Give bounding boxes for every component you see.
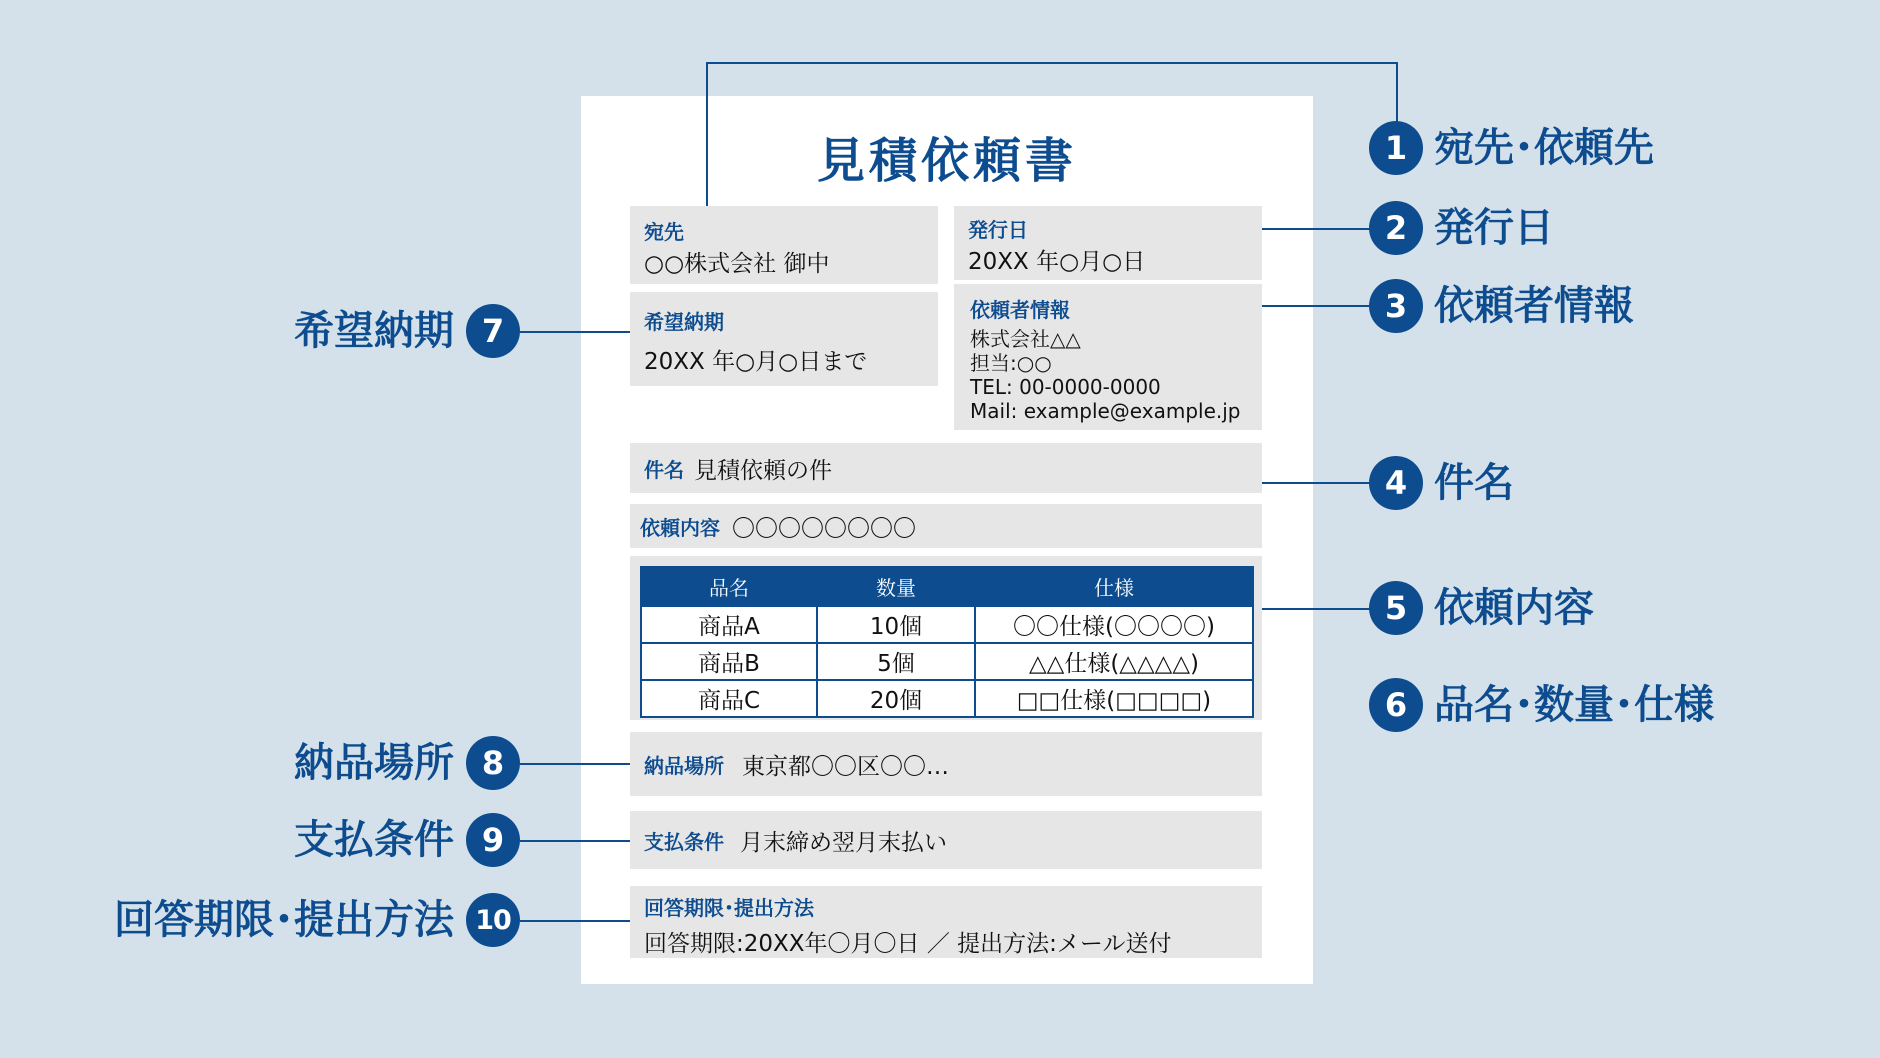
requester-label: 依頼者情報	[970, 298, 1070, 322]
issue-date-label: 発行日	[968, 218, 1028, 242]
issue-date-field	[954, 206, 1262, 280]
cell-specification: △△仕様(△△△△)	[975, 643, 1253, 680]
callout-badge-10: 10	[466, 893, 520, 947]
subject-label: 件名	[644, 457, 684, 482]
callout-label-4: 件名	[1434, 460, 1514, 506]
requester-field	[954, 284, 1262, 430]
delivery-place-field	[630, 732, 1262, 796]
callout-label-9: 支払条件	[294, 817, 454, 863]
recipient-field	[630, 206, 938, 284]
connector-line-9	[520, 840, 630, 842]
callout-label-6: 品名･数量･仕様	[1434, 682, 1714, 728]
payment-terms-field	[630, 811, 1262, 869]
callout-label-7: 希望納期	[294, 308, 454, 354]
callout-label-1: 宛先･依頼先	[1434, 125, 1654, 171]
callout-badge-6: 6	[1369, 678, 1423, 732]
connector-line-1	[706, 62, 1398, 64]
callout-label-10: 回答期限･提出方法	[114, 897, 454, 943]
subject-value: 見積依頼の件	[694, 457, 832, 484]
header-quantity: 数量	[817, 567, 975, 606]
payment-terms-label: 支払条件	[644, 829, 724, 854]
callout-badge-7: 7	[466, 304, 520, 358]
deadline-value: 回答期限:20XX年〇月〇日 ／ 提出方法:メール送付	[644, 931, 1172, 957]
callout-badge-9: 9	[466, 813, 520, 867]
callout-label-2: 発行日	[1434, 205, 1554, 251]
table-row	[641, 606, 1253, 643]
payment-terms-value: 月末締め翌月末払い	[740, 829, 947, 856]
cell-product-name: 商品C	[641, 680, 817, 717]
items-table-field	[630, 556, 1262, 720]
table-header-row	[641, 567, 1253, 606]
delivery-place-value: 東京都〇〇区〇〇…	[742, 753, 949, 780]
connector-line-1	[706, 62, 708, 206]
connector-line-7	[520, 331, 630, 333]
issue-date-value: 20XX 年○月○日	[968, 249, 1146, 275]
desired-delivery-label: 希望納期	[644, 310, 724, 334]
callout-badge-2: 2	[1369, 201, 1423, 255]
recipient-value: ○○株式会社 御中	[644, 251, 830, 277]
cell-quantity: 5個	[817, 643, 975, 680]
items-table	[640, 566, 1254, 718]
cell-specification: □□仕様(□□□□)	[975, 680, 1253, 717]
subject-field	[630, 443, 1262, 493]
deadline-label: 回答期限･提出方法	[644, 896, 814, 920]
delivery-place-label: 納品場所	[644, 753, 724, 778]
cell-product-name: 商品A	[641, 606, 817, 643]
requester-company: 株式会社△△	[970, 327, 1081, 351]
desired-delivery-field	[630, 292, 938, 386]
cell-product-name: 商品B	[641, 643, 817, 680]
callout-label-5: 依頼内容	[1434, 585, 1594, 631]
request-content-value: 〇〇〇〇〇〇〇〇	[732, 515, 916, 542]
table-row	[641, 643, 1253, 680]
callout-badge-3: 3	[1369, 279, 1423, 333]
callout-badge-4: 4	[1369, 456, 1423, 510]
deadline-field	[630, 886, 1262, 958]
document-title: 見積依頼書	[816, 133, 1077, 189]
requester-tel: TEL: 00-0000-0000	[970, 375, 1161, 399]
callout-badge-5: 5	[1369, 581, 1423, 635]
requester-contact: 担当:○○	[970, 351, 1052, 375]
requester-mail: Mail: example@example.jp	[970, 399, 1241, 423]
callout-badge-1: 1	[1369, 121, 1423, 175]
callout-label-3: 依頼者情報	[1434, 283, 1634, 329]
callout-label-8: 納品場所	[294, 740, 454, 786]
header-product-name: 品名	[641, 567, 817, 606]
estimate-request-document	[581, 96, 1313, 984]
request-content-label: 依頼内容	[640, 515, 720, 540]
cell-specification: 〇〇仕様(〇〇〇〇)	[975, 606, 1253, 643]
desired-delivery-value: 20XX 年○月○日まで	[644, 349, 868, 375]
connector-line-10	[520, 920, 630, 922]
cell-quantity: 10個	[817, 606, 975, 643]
cell-quantity: 20個	[817, 680, 975, 717]
header-specification: 仕様	[975, 567, 1253, 606]
callout-badge-8: 8	[466, 736, 520, 790]
table-row	[641, 680, 1253, 717]
connector-line-8	[520, 763, 630, 765]
recipient-label: 宛先	[644, 220, 684, 244]
request-content-field	[630, 504, 1262, 548]
